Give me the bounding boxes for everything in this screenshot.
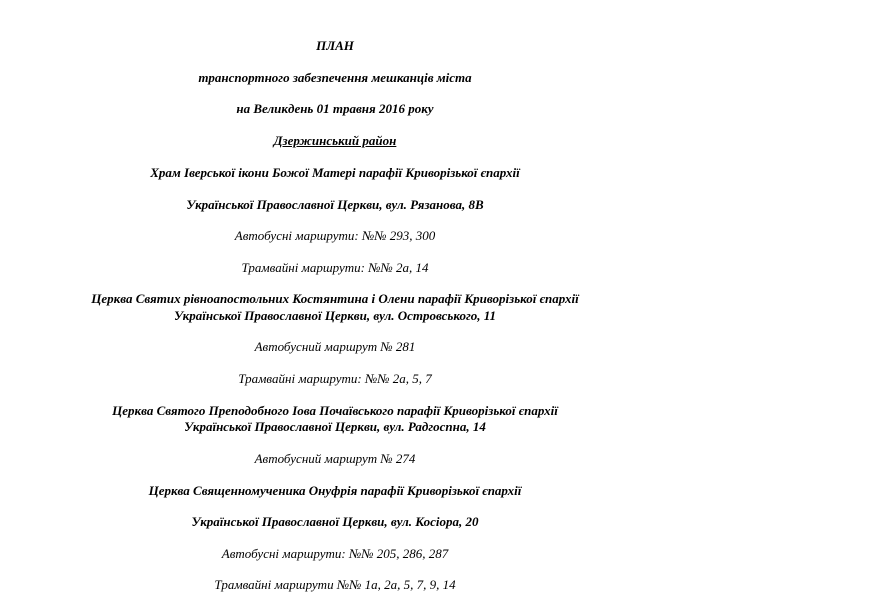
church-3-bus-routes: Автобусний маршрут № 274 [254, 451, 416, 466]
church-4-name-line1: Церква Священномученика Онуфрія парафії Криворізької єпархії [148, 483, 522, 498]
plan-date: на Великдень 01 травня 2016 року [236, 101, 434, 116]
church-2-name-line2: Української Православної Церкви, вул. Островського, 11 [173, 308, 497, 323]
church-1-name-line1: Храм Іверської ікони Божої Матері парафії Криворізької єпархії [150, 165, 520, 180]
church-1-bus-routes: Автобусні маршрути: №№ 293, 300 [234, 228, 436, 243]
church-2-name-line1: Церква Святих рівноапостольних Костянтина і Олени парафії Криворізької єпархії [91, 291, 579, 306]
plan-title: ПЛАН [316, 38, 354, 53]
church-1-name-line2: Української Православної Церкви, вул. Рязанова, 8В [186, 197, 484, 212]
church-2-bus-routes: Автобусний маршрут № 281 [254, 339, 416, 354]
church-4-name-line2: Української Православної Церкви, вул. Косіора, 20 [191, 514, 479, 529]
district-title: Дзержинський район [273, 133, 397, 148]
church-3-name-line1: Церква Святого Преподобного Іова Почаївського парафії Криворізької єпархії [112, 403, 558, 418]
church-1-tram-routes: Трамвайні маршрути: №№ 2а, 14 [241, 260, 429, 275]
plan-subtitle: транспортного забезпечення мешканців міста [198, 70, 472, 85]
church-3-name-line2: Української Православної Церкви, вул. Радгоспна, 14 [184, 419, 486, 434]
church-2-tram-routes: Трамвайні маршрути: №№ 2а, 5, 7 [238, 371, 432, 386]
church-4-tram-routes: Трамвайні маршрути №№ 1а, 2а, 5, 7, 9, 14 [214, 577, 456, 592]
church-4-bus-routes: Автобусні маршрути: №№ 205, 286, 287 [221, 546, 449, 561]
